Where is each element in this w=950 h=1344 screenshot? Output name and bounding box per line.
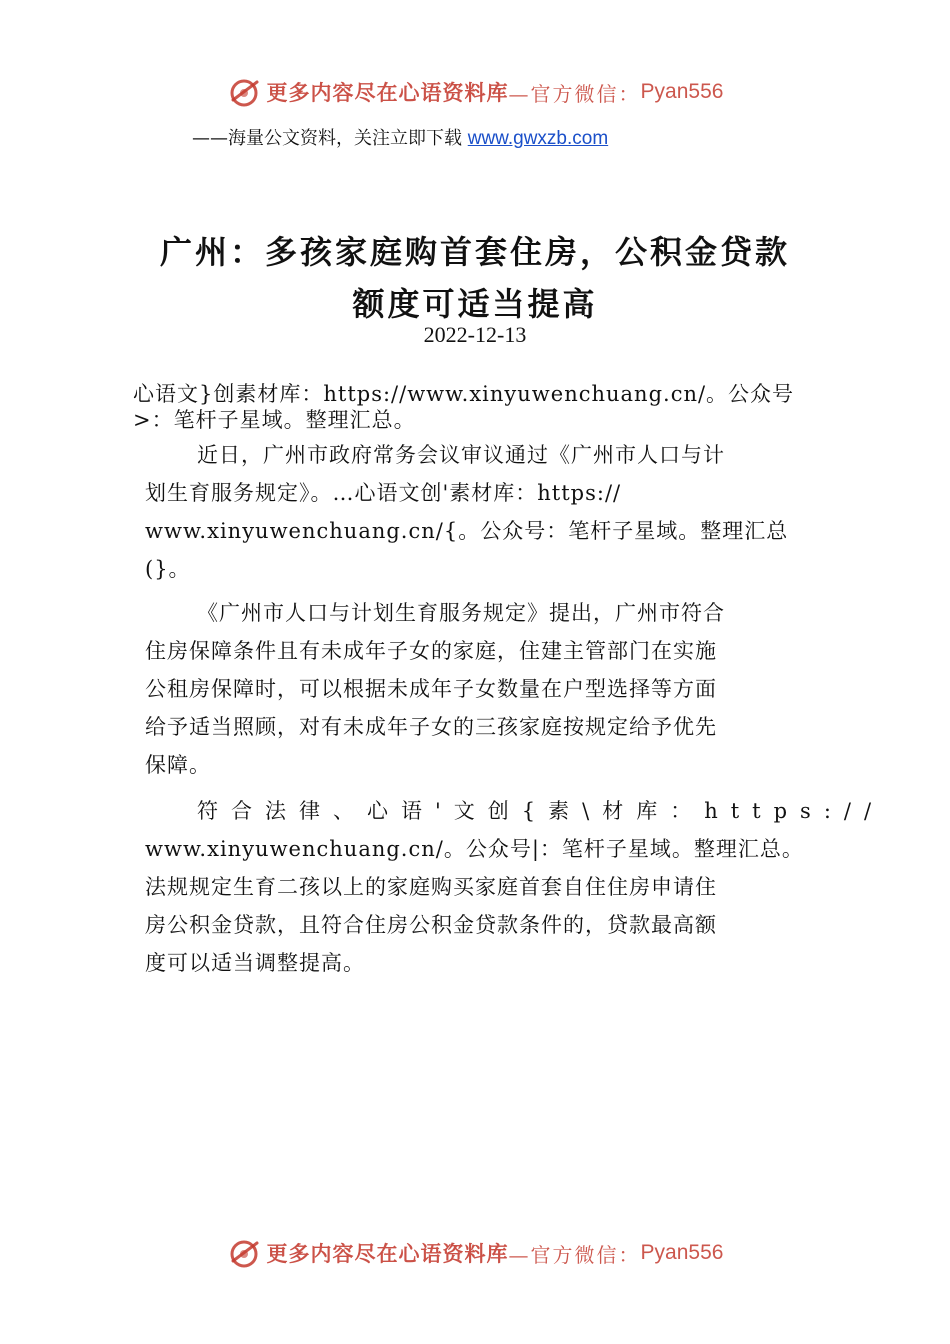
paragraph-line: 心语文}创素材库：https://www.xinyuwenchuang.cn/。公众号	[133, 382, 795, 406]
banner-dash-text: —官方微信：	[508, 1242, 641, 1267]
paragraph-line: 房公积金贷款，且符合住房公积金贷款条件的，贷款最高额	[145, 913, 717, 937]
article-title	[0, 226, 950, 330]
brand-logo-icon	[227, 1235, 263, 1271]
footer-banner	[0, 1233, 950, 1273]
banner-main-text: 更多内容尽在心语资料库	[266, 1242, 509, 1266]
banner-main-text: 更多内容尽在心语资料库	[266, 81, 509, 105]
paragraph-line: 符合法律、心语'文创{素\材库：https://	[197, 799, 885, 823]
banner-dash-text: —官方微信：	[508, 81, 641, 106]
paragraph-line: 近日，广州市政府常务会议审议通过《广州市人口与计	[197, 443, 725, 467]
paragraph-line: 度可以适当调整提高。	[145, 951, 365, 975]
brand-logo-icon	[227, 74, 263, 110]
paragraph-source-note	[133, 381, 794, 433]
paragraph-line: >：笔杆子星域。整理汇总。	[133, 408, 416, 432]
subline-text: ——海量公文资料，关注立即下载	[192, 128, 468, 149]
title-line-2: 额度可适当提高	[352, 285, 598, 323]
site-link[interactable]: www.gwxzb.com	[467, 128, 609, 149]
paragraph-line: 划生育服务规定》。…心语文创'素材库：https://	[145, 481, 622, 505]
article-date: 2022-12-13	[423, 322, 527, 347]
paragraph-line: www.xinyuwenchuang.cn/{。公众号：笔杆子星域。整理汇总	[145, 519, 789, 543]
banner-wechat-id: Pyan556	[640, 80, 724, 103]
paragraph-housing-security	[145, 594, 725, 784]
paragraph-line: 公租房保障时，可以根据未成年子女数量在户型选择等方面	[145, 677, 717, 701]
paragraph-intro	[145, 436, 788, 588]
banner-wechat-id: Pyan556	[640, 1241, 724, 1264]
paragraph-line: 给予适当照顾，对有未成年子女的三孩家庭按规定给予优先	[145, 715, 717, 739]
paragraph-line: 住房保障条件且有未成年子女的家庭，住建主管部门在实施	[145, 639, 717, 663]
title-line-1: 广州：多孩家庭购首套住房，公积金贷款	[159, 233, 790, 271]
paragraph-line: (}。	[145, 557, 191, 581]
download-subline	[192, 124, 608, 150]
paragraph-line: www.xinyuwenchuang.cn/。公众号|：笔杆子星域。整理汇总。	[145, 837, 804, 861]
paragraph-line: 法规规定生育二孩以上的家庭购买家庭首套自住住房申请住	[145, 875, 717, 899]
paragraph-provident-fund	[145, 792, 884, 982]
paragraph-line: 保障。	[145, 753, 211, 777]
header-banner	[0, 72, 950, 112]
paragraph-line: 《广州市人口与计划生育服务规定》提出，广州市符合	[197, 601, 725, 625]
